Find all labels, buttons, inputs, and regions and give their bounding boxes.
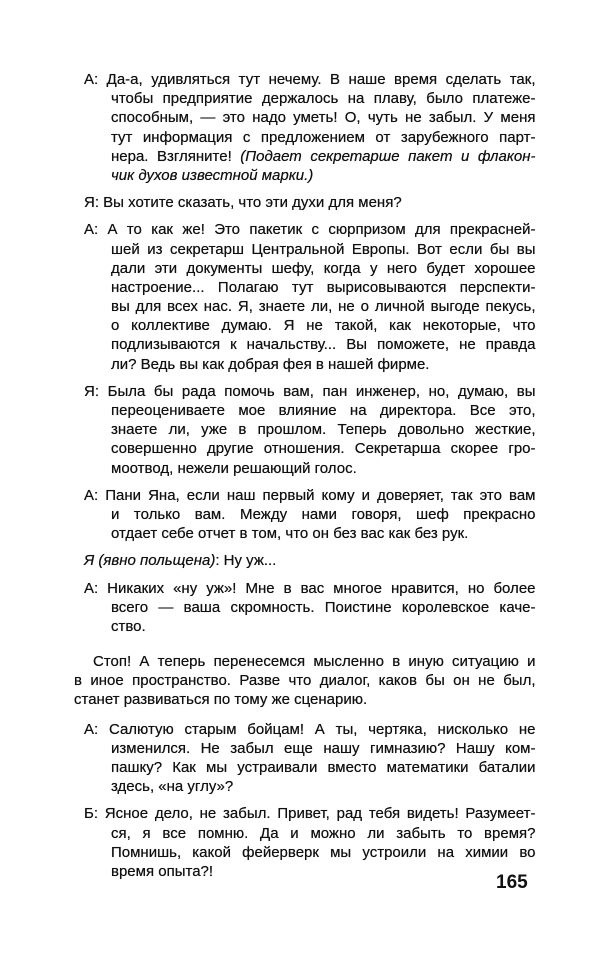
line-text: время опыта?!: [111, 862, 214, 880]
text-line: [84, 486, 536, 505]
text-line: [111, 355, 536, 374]
text-line: [84, 551, 536, 570]
line-text: всего — ваша скромность. Поистине королевское каче-: [111, 598, 536, 616]
dialogue-replica: [84, 193, 536, 212]
stage-direction: (Подает секретарше пакет и флакон-: [240, 147, 536, 165]
text-line: [111, 524, 536, 543]
text-line: [84, 193, 536, 212]
text-line: [111, 128, 536, 147]
dialogue-replica: [84, 486, 536, 544]
dialogue-replica: [84, 70, 536, 185]
text-line: [111, 617, 536, 636]
text-line: [111, 108, 536, 127]
text-line: [111, 420, 536, 439]
line-text: подлизываются к начальству... Вы поможете, не правда: [111, 336, 536, 354]
line-text: дали эти документы шефу, когда у него будет хорошее: [111, 259, 536, 277]
line-text: в иное пространство. Разве что диалог, каков бы он не был,: [74, 672, 536, 690]
text-line: [84, 70, 536, 89]
text-line: [111, 335, 536, 354]
text-line: [111, 824, 536, 843]
text-line: [111, 439, 536, 458]
line-text: Я: Вы хотите сказать, что эти духи для меня?: [84, 194, 402, 212]
line-text: и только вам. Между нами говоря, шеф прекрасно: [111, 505, 536, 523]
line-text: здесь, «на углу»?: [111, 778, 234, 796]
line-text: переоцениваете мое влияние на директора. Все это,: [111, 402, 536, 419]
line-text: ли? Ведь вы как добрая фея в нашей фирме.: [111, 355, 430, 373]
dialogue-replica: [84, 720, 536, 797]
dialogue-replica: [84, 220, 536, 374]
page-number: 165: [496, 872, 528, 893]
text-line: [111, 278, 536, 297]
text-line: [111, 147, 536, 166]
stage-direction: Я (явно польщена): [84, 552, 216, 570]
line-text: Б: Ясное дело, не забыл. Привет, рад тебя видеть! Разумеет-: [84, 805, 536, 823]
text-line: [84, 382, 536, 401]
text-line: [111, 316, 536, 335]
dialogue-replica: [84, 382, 536, 478]
line-text: Помнишь, какой фейерверк мы устроили на химии во: [111, 843, 536, 861]
text-line: [74, 652, 536, 671]
line-text: ство.: [111, 617, 146, 635]
line-text: совершенно другие отношения. Секретарша скорее гро-: [111, 440, 536, 458]
text-line: [111, 240, 536, 259]
line-text: о коллективе думаю. Я не такой, как некоторые, что: [111, 317, 536, 335]
line-text: А: Салютую старым бойцам! А ты, чертяка, нисколько не: [84, 720, 536, 738]
text-line: [111, 739, 536, 758]
text-line: [111, 758, 536, 777]
line-text: шей из секретарш Центральной Европы. Вот если бы вы: [111, 240, 536, 258]
line-text: моотвод, нежели решающий голос.: [111, 459, 357, 477]
line-text: нера. Взгляните!: [111, 147, 241, 165]
text-line: [111, 862, 536, 881]
text-line: [111, 297, 536, 316]
text-line: [84, 804, 536, 823]
line-text: знаете ли, уже в прошлом. Теперь довольно жесткие,: [111, 421, 536, 439]
line-text: способным, — это надо уметь! О, чуть не забыл. У меня: [111, 109, 536, 127]
text-line: [74, 690, 536, 709]
line-text: А: Пани Яна, если наш первый кому и доверяет, так это вам: [84, 486, 536, 504]
text-line: [111, 166, 536, 185]
line-text: : Ну уж...: [215, 552, 277, 570]
line-text: чтобы предприятие держалось на плаву, было платеже-: [111, 90, 536, 108]
line-text: Стоп! А теперь перенесемся мысленно в иную ситуацию и: [93, 653, 536, 671]
text-line: [84, 720, 536, 739]
text-line: [111, 843, 536, 862]
text-line: [111, 459, 536, 478]
text-line: [111, 89, 536, 108]
stage-direction: чик духов известной марки.): [111, 166, 314, 184]
line-text: отдает себе отчет в том, что он без вас как без рук.: [111, 525, 469, 543]
text-line: [111, 598, 536, 617]
line-text: ся, я все помню. Да и можно ли забыть то время?: [111, 824, 536, 842]
line-text: Я: Была бы рада помочь вам, пан инженер, но, думаю, вы: [84, 382, 536, 400]
text-line: [111, 505, 536, 524]
line-text: станет развиваться по тому же сценарию.: [74, 691, 368, 709]
text-line: [111, 259, 536, 278]
narrative-paragraph: [74, 652, 536, 710]
line-text: изменился. Не забыл еще нашу гимназию? Нашу ком-: [111, 739, 536, 757]
line-text: настроение... Полагаю тут вырисовываются перспекти-: [111, 278, 536, 296]
line-text: вы для всех нас. Я, знаете ли, не о личной выгоде пекусь,: [111, 298, 536, 316]
line-text: А: Никаких «ну уж»! Мне в вас многое нравится, но более: [84, 579, 536, 597]
dialogue-replica: [84, 804, 536, 881]
line-text: пашку? Как мы устраивали вместо математики баталии: [111, 759, 536, 776]
text-line: [111, 401, 536, 420]
text-line: [84, 220, 536, 239]
line-text: тут информация с предложением от зарубежного парт-: [111, 128, 536, 146]
text-line: [84, 579, 536, 598]
line-text: А: Да-а, удивляться тут нечему. В наше время сделать так,: [84, 71, 536, 88]
book-page-text: [74, 70, 536, 881]
text-line: [74, 671, 536, 690]
dialogue-replica: [84, 579, 536, 637]
line-text: А: А то как же! Это пакетик с сюрпризом для прекрасней-: [84, 221, 536, 239]
dialogue-replica: [84, 551, 536, 570]
text-line: [111, 777, 536, 796]
